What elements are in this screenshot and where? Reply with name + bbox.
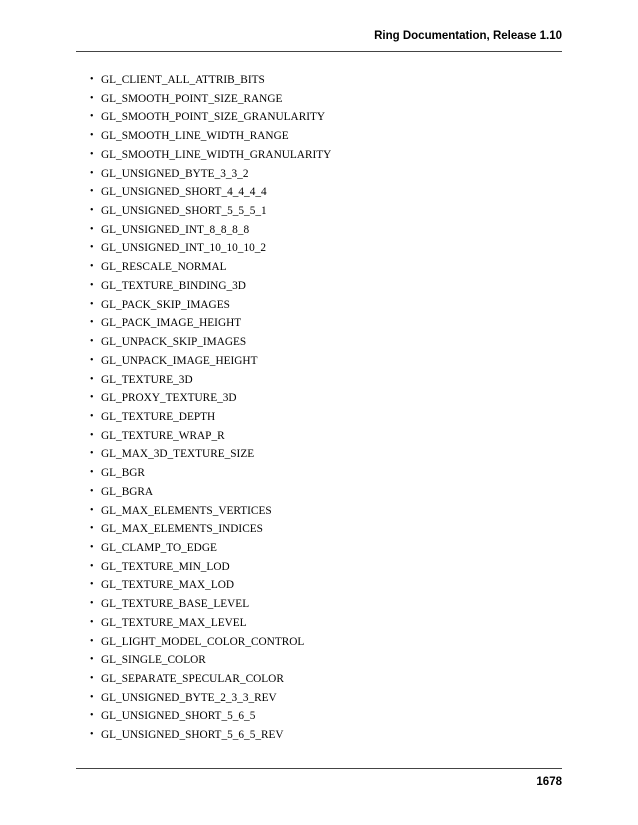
- list-item-text: GL_UNSIGNED_SHORT_5_6_5_REV: [101, 729, 284, 742]
- list-item-text: GL_SEPARATE_SPECULAR_COLOR: [101, 673, 284, 685]
- list-item: [90, 707, 331, 726]
- bullet-icon: •: [90, 74, 94, 85]
- list-item: [90, 165, 331, 184]
- header-divider: [76, 51, 562, 52]
- bullet-icon: •: [90, 148, 94, 160]
- list-item: [90, 333, 331, 352]
- bullet-icon: •: [90, 223, 94, 235]
- bullet-icon: •: [90, 410, 94, 422]
- list-item-text: GL_PACK_SKIP_IMAGES: [101, 298, 230, 311]
- list-item-text: GL_TEXTURE_MAX_LOD: [101, 579, 235, 592]
- list-item-text: GL_TEXTURE_DEPTH: [101, 410, 216, 423]
- list-item-text: GL_SMOOTH_POINT_SIZE_GRANULARITY: [101, 111, 326, 124]
- list-item: [90, 314, 331, 333]
- list-item: [90, 464, 331, 483]
- bullet-icon: •: [90, 429, 94, 441]
- list-item-text: GL_UNSIGNED_INT_8_8_8_8: [101, 223, 250, 236]
- bullet-icon: •: [90, 673, 94, 684]
- list-item-text: GL_UNSIGNED_SHORT_5_5_5_1: [101, 205, 267, 218]
- bullet-icon: •: [90, 354, 94, 366]
- list-item: [90, 726, 331, 745]
- document-title: Ring Documentation, Release 1.10: [374, 30, 562, 42]
- list-item: [90, 389, 331, 408]
- list-item: [90, 595, 331, 614]
- list-item: [90, 670, 331, 689]
- list-item-text: GL_PROXY_TEXTURE_3D: [101, 392, 237, 405]
- list-item-text: GL_UNSIGNED_SHORT_4_4_4_4: [101, 186, 267, 199]
- bullet-icon: •: [90, 373, 94, 385]
- bullet-icon: •: [90, 448, 94, 460]
- list-item-text: GL_TEXTURE_MAX_LEVEL: [101, 616, 247, 629]
- bullet-icon: •: [90, 167, 94, 179]
- bullet-icon: •: [90, 186, 94, 198]
- bullet-icon: •: [90, 111, 94, 123]
- list-item: [90, 371, 331, 390]
- page-number: 1678: [536, 776, 562, 788]
- list-item-text: GL_LIGHT_MODEL_COLOR_CONTROL: [101, 635, 305, 648]
- list-item-text: GL_TEXTURE_3D: [101, 373, 193, 386]
- bullet-icon: •: [90, 616, 94, 628]
- bullet-icon: •: [90, 205, 94, 217]
- bullet-icon: •: [90, 635, 94, 647]
- bullet-icon: •: [90, 279, 94, 291]
- list-item-text: GL_PACK_IMAGE_HEIGHT: [101, 317, 242, 330]
- bullet-icon: •: [90, 467, 94, 479]
- list-item-text: GL_UNSIGNED_INT_10_10_10_2: [101, 242, 267, 255]
- list-item: [90, 408, 331, 427]
- list-item-text: GL_TEXTURE_MIN_LOD: [101, 560, 230, 573]
- list-item: [90, 277, 331, 296]
- list-item-text: GL_SMOOTH_LINE_WIDTH_GRANULARITY: [101, 148, 332, 161]
- bullet-icon: •: [90, 92, 94, 104]
- list-item: [90, 90, 331, 109]
- bullet-icon: •: [90, 261, 94, 273]
- list-item-text: GL_BGR: [101, 467, 145, 480]
- list-item-text: GL_CLAMP_TO_EDGE: [101, 541, 217, 554]
- bullet-icon: •: [90, 579, 94, 591]
- bullet-icon: •: [90, 242, 94, 254]
- list-item: [90, 202, 331, 221]
- list-item: [90, 296, 331, 315]
- bullet-icon: •: [90, 130, 94, 142]
- list-item: [90, 352, 331, 371]
- list-item: [90, 183, 331, 202]
- list-item: [90, 576, 331, 595]
- list-item: [90, 651, 331, 670]
- bullet-icon: •: [90, 504, 94, 516]
- list-item-text: GL_SMOOTH_LINE_WIDTH_RANGE: [101, 130, 289, 143]
- bullet-icon: •: [90, 560, 94, 572]
- bullet-icon: •: [90, 392, 94, 404]
- list-item-text: GL_UNSIGNED_SHORT_5_6_5: [101, 710, 256, 723]
- list-item: [90, 633, 331, 652]
- list-item-text: GL_MAX_3D_TEXTURE_SIZE: [101, 448, 255, 461]
- list-item: [90, 483, 331, 502]
- list-item-text: GL_SINGLE_COLOR: [101, 654, 206, 667]
- list-item-text: GL_MAX_ELEMENTS_INDICES: [101, 523, 263, 536]
- list-item: [90, 239, 331, 258]
- list-item-text: GL_UNPACK_SKIP_IMAGES: [101, 336, 247, 349]
- footer-divider: [76, 768, 562, 769]
- list-item-text: GL_SMOOTH_POINT_SIZE_RANGE: [101, 92, 283, 105]
- constant-list: [90, 71, 331, 745]
- list-item-text: GL_TEXTURE_BASE_LEVEL: [101, 598, 250, 611]
- list-item-text: GL_TEXTURE_BINDING_3D: [101, 279, 246, 292]
- list-item: [90, 146, 331, 165]
- list-item: [90, 445, 331, 464]
- bullet-icon: •: [90, 523, 94, 535]
- list-item: [90, 614, 331, 633]
- list-item: [90, 221, 331, 240]
- bullet-icon: •: [90, 485, 94, 497]
- bullet-icon: •: [90, 729, 94, 741]
- bullet-icon: •: [90, 336, 94, 348]
- list-item: [90, 520, 331, 539]
- list-item-text: GL_CLIENT_ALL_ATTRIB_BITS: [101, 74, 265, 86]
- list-item: [90, 689, 331, 708]
- bullet-icon: •: [90, 298, 94, 310]
- list-item: [90, 558, 331, 577]
- list-item-text: GL_RESCALE_NORMAL: [101, 261, 227, 274]
- list-item: [90, 71, 331, 90]
- list-item-text: GL_UNSIGNED_BYTE_2_3_3_REV: [101, 691, 277, 704]
- list-item-text: GL_UNSIGNED_BYTE_3_3_2: [101, 167, 249, 180]
- list-item-text: GL_BGRA: [101, 485, 154, 498]
- bullet-icon: •: [90, 598, 94, 610]
- list-item: [90, 427, 331, 446]
- bullet-icon: •: [90, 541, 94, 553]
- list-item: [90, 108, 331, 127]
- bullet-icon: •: [90, 691, 94, 703]
- list-item-text: GL_MAX_ELEMENTS_VERTICES: [101, 504, 272, 517]
- list-item-text: GL_UNPACK_IMAGE_HEIGHT: [101, 354, 258, 367]
- list-item-text: GL_TEXTURE_WRAP_R: [101, 429, 225, 442]
- bullet-icon: •: [90, 317, 94, 329]
- list-item: [90, 539, 331, 558]
- bullet-icon: •: [90, 654, 94, 666]
- list-item: [90, 258, 331, 277]
- list-item: [90, 502, 331, 521]
- bullet-icon: •: [90, 710, 94, 722]
- list-item: [90, 127, 331, 146]
